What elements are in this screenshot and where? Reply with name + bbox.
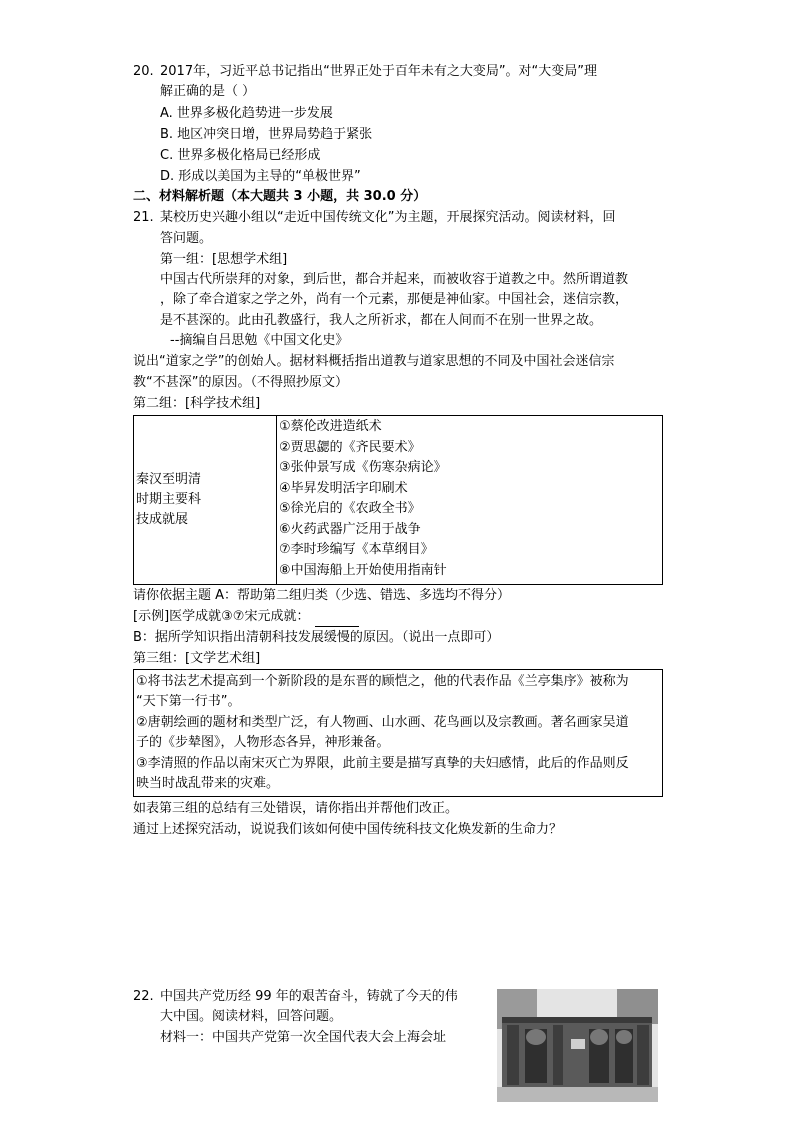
- q22-number: 22.: [133, 989, 154, 1004]
- table-item: ⑥火药武器广泛用于战争: [279, 521, 421, 537]
- group3-line6: 映当时战乱带来的灾难。: [136, 776, 280, 791]
- table-divider: [276, 415, 277, 585]
- table-left-line3: 技成就展: [136, 512, 189, 527]
- table-item: ⑤徐光启的《农政全书》: [279, 501, 421, 516]
- congress-site-photo: [497, 989, 658, 1102]
- group3-line5: ③李清照的作品以南宋灭亡为界限，此前主要是描写真挚的夫妇感情，此后的作品则反: [136, 756, 629, 771]
- group3-line3: ②唐朝绘画的题材和类型广泛，有人物画、山水画、花鸟画以及宗教画。著名画家吴道: [136, 715, 629, 730]
- group1-text-line2: ，除了牵合道家之学之外，尚有一个元素，那便是神仙家。中国社会，迷信宗教，: [160, 292, 629, 307]
- table-item: ②贾思勰的《齐民要术》: [279, 439, 421, 455]
- q22-stem-line1: 中国共产党历经 99 年的艰苦奋斗，铸就了今天的伟: [160, 989, 458, 1004]
- group2-example: [133, 607, 359, 627]
- group3-title: 第三组：[文学艺术组]: [133, 651, 261, 666]
- answer-blank: [315, 612, 359, 627]
- group3-line4: 子的《步辇图》，人物形态各异，神形兼备。: [136, 735, 390, 750]
- q20-stem-line1: 2017年，习近平总书记指出“世界正处于百年未有之大变局”。对“大变局”理: [160, 64, 598, 79]
- table-item: ①蔡伦改进造纸术: [279, 419, 382, 434]
- table-left-line2: 时期主要科: [136, 492, 202, 507]
- group1-source: --摘编自吕思勉《中国文化史》: [170, 333, 349, 348]
- table-left-line1: 秦汉至明清: [136, 472, 202, 487]
- group2-question-b: B：据所学知识指出清朝科技发展缓慢的原因。（说出一点即可）: [133, 630, 500, 645]
- group3-line2: “天下第一行书”。: [136, 694, 241, 709]
- table-item: ⑦李时珍编写《本草纲目》: [279, 542, 434, 557]
- table-item: ⑧中国海船上开始使用指南针: [279, 562, 447, 578]
- table-item: ③张仲景写成《伤寒杂病论》: [279, 460, 447, 475]
- group2-title: 第二组：[科学技术组]: [133, 396, 261, 411]
- table-item: ④毕昇发明活字印刷术: [279, 480, 408, 496]
- q22-stem-line2: 大中国。阅读材料，回答问题。: [160, 1009, 343, 1024]
- group3-question: 如表第三组的总结有三处错误，请你指出并帮他们改正。: [133, 801, 459, 816]
- group1-text-line1: 中国古代所崇拜的对象，到后世，都合并起来，而被收容于道教之中。然所谓道教: [160, 272, 629, 287]
- q20-stem-line2: 解正确的是（ ）: [160, 84, 256, 99]
- q20-option-a: A. 世界多极化趋势进一步发展: [160, 106, 333, 121]
- q21-number: 21.: [133, 210, 154, 225]
- q21-stem-line1: 某校历史兴趣小组以“走近中国传统文化”为主题，开展探究活动。阅读材料，回: [160, 210, 616, 225]
- q21-stem-line2: 答问题。: [160, 231, 213, 246]
- q20-option-d: D. 形成以美国为主导的“单极世界”: [160, 169, 361, 184]
- section2-title: 二、材料解析题（本大题共 3 小题，共 30.0 分）: [133, 189, 427, 204]
- congress-building-illustration: [497, 989, 658, 1102]
- group1-title: 第一组：[思想学术组]: [160, 252, 288, 267]
- group1-question-line1: 说出“道家之学”的创始人。据材料概括指出道教与道家思想的不同及中国社会迷信宗: [133, 354, 615, 369]
- q20-number: 20.: [133, 64, 154, 79]
- final-question: 通过上述探究活动，说说我们该如何使中国传统科技文化焕发新的生命力？: [133, 822, 563, 837]
- q20-option-c: C. 世界多极化格局已经形成: [160, 148, 321, 163]
- q20-option-b: B. 地区冲突日增，世界局势趋于紧张: [160, 127, 373, 142]
- group1-text-line3: 是不甚深的。此由孔教盛行，我人之所祈求，都在人间而不在别一世界之故。: [160, 313, 603, 328]
- group1-question-line2: 教“不甚深”的原因。（不得照抄原文）: [133, 375, 348, 390]
- q22-material1: 材料一：中国共产党第一次全国代表大会上海会址: [160, 1030, 447, 1045]
- group3-line1: ①将书法艺术提高到一个新阶段的是东晋的顾恺之，他的代表作品《兰亭集序》被称为: [136, 674, 629, 689]
- group2-example-text: [示例]医学成就③⑦宋元成就：: [133, 609, 310, 624]
- group2-question-a: 请你依据主题 A：帮助第二组归类（少选、错选、多选均不得分）: [133, 588, 511, 603]
